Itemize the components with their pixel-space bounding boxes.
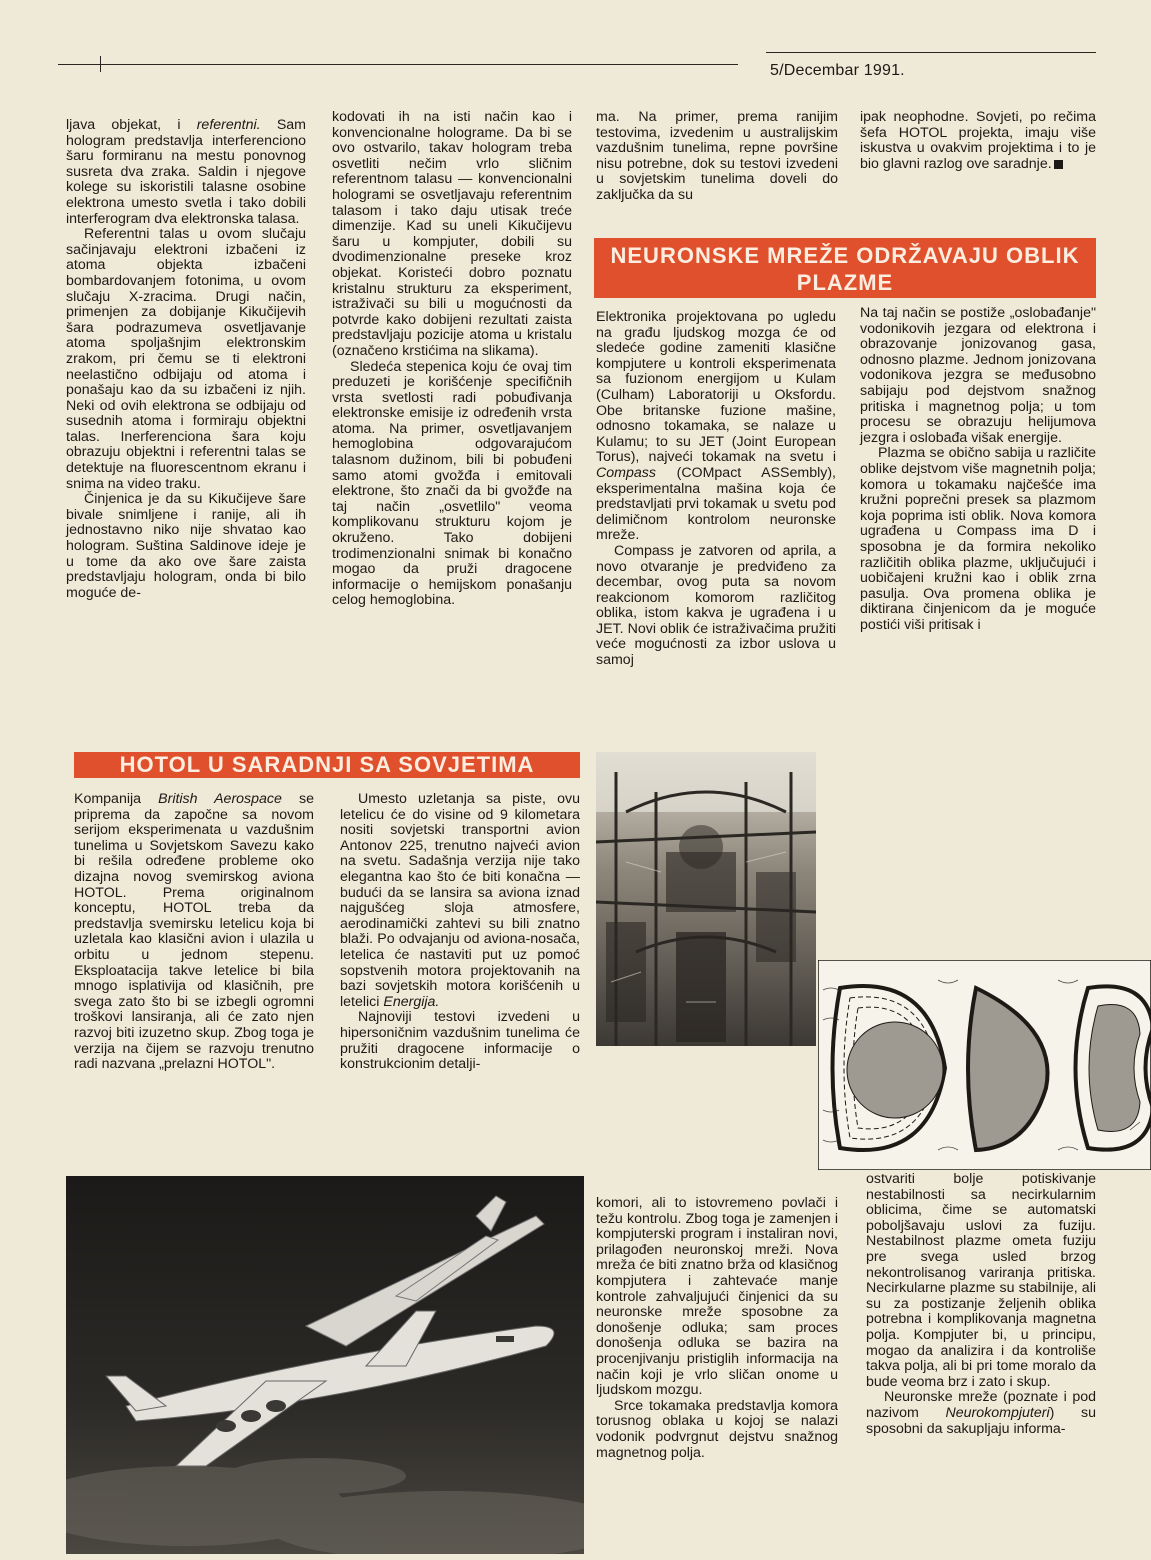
headline-hotol-text: HOTOL U SARADNJI SA SOVJETIMA — [119, 752, 535, 777]
end-mark — [1054, 160, 1063, 169]
column-1-top: ljava objekat, i referentni. Sam hologram predstavlja interferenciono šaru formiranu na mestu ponovnog susreta dva zraka. Saldin i njegove kolege su iskoristili talasne osobine elektrona umesto svetla i tako dobili interferogram dva elektronska talasa. Referentni talas u ovom slučaju sačinjavaju elektroni izbačeni iz atoma objekta izbačeni bombardovanjem fotonima, u ovom slučaju X-zracima. Drugi način, primenjen za dobijanje Kikučijevih šara podrazumeva osvetljavanje atoma spoljašnjim elektronskim zrakom, pri čemu se ti elektroni neelastično odbijaju od atoma i ponašaju kao da su izbačeni iz njih. Neki od ovih elektrona se odbijaju od susednih atoma i formiraju objektni talas. Inerferenciona šara koju obrazuju objektni i referentni talas se detektuje na fluorescentnom ekranu i snima na video traku. Činjenica je da su Kikučijeve šare bivale snimljene i ranije, ali ih jednostavno niko nije shvatao kao hologram. Suština Saldinove ideje je u tome da ako ove šare zaista predstavljaju hologram, onda bi bilo moguće de- — [66, 117, 306, 601]
column-3-top: ma. Na primer, prema ranijim testovima, izvedenim u australijskim vazdušnim tunelima, repne površine nisu potrebne, dok su testovi izvedeni u sovjetskim tunelima doveli do zaključka da su — [596, 109, 838, 203]
header-rule-left — [58, 64, 738, 65]
neuro-column-3: komori, ali to istovremeno povlači i težu kontrolu. Zbog toga je zamenjen i kompjuterski program i instaliran novi, prilagođen neuronskoj mreži. Nova mreža će biti znatno brža od klasičnog kompjutera i zahtevaće manje kontrole zahvaljujući činjenici da su neuronske mreže sposobne za donošenje odluka; sam proces donošenja odluka se bazira na procenjivanju pristiglih informacija na način koji je vrlo sličan onome u ljudskom mozgu. Srce tokamaka predstavlja komora torusnog oblaka u kojoj se nalazi vodonik podvrgnut dejstvu snažnog magnetnog polja. — [596, 1195, 838, 1461]
plasma-shapes-diagram — [818, 960, 1151, 1170]
hotol-column-2: Umesto uzletanja sa piste, ovu letelicu će do visine od 9 kilometara nositi sovjetski transportni avion Antonov 225, trenutno najveći avion na svetu. Sadašnja verzija nije tako elegantna kao što će biti konačna — budući da se lansira sa aviona iznad najgušćeg sloja atmosfere, aerodinamički zahtevi su bili znatno blaži. Po odvajanju od aviona-nosača, letelica će nastaviti put uz pomoć sopstvenih motora projektovanih na bazi sovjetskih motora korišćenih u letelici Energija. Najnoviji testovi izvedeni u hipersoničnim vazdušnim tunelima će pružiti dragocene informacije o konstrukcionim detalji- — [340, 791, 580, 1073]
antonov-hotol-photo — [66, 1176, 584, 1554]
headline-neuro-text: NEURONSKE MREŽE ODRŽAVAJU OBLIK PLAZME — [610, 243, 1080, 295]
neuro-column-1: Elektronika projektovana po ugledu na građu ljudskog mozga će od sledeće godine zameniti klasične kompjutere u kontroli eksperimenata sa fuzionom energijom u Kulam (Culham) Laboratoriji u Oksfordu. Obe britanske fuzione mašine, odnosno tokamaka, se nalaze u Kulamu; to su JET (Joint European Torus), najveći tokamak na svetu i Compass (COMpact ASSembly), eksperimentalna mašina koja će predstavljati prvi tokamak u svetu pod delimičnom kontrolom neuronske mreže. Compass je zatvoren od aprila, a novo otvaranje je predviđeno za decembar, ovog puta sa novom reakcionom komorom različitog oblika, istom kakva je ugrađena i u JET. Novi oblik će istraživačima pružiti veće mogućnosti za izbor uslova u samoj — [596, 309, 836, 669]
neuro-column-4: ostvariti bolje potiskivanje nestabilnosti sa necirkularnim oblicima, čime se automatski poboljšavaju uslovi za fuziju. Nestabilnost plazme ometa fuziju pre svega usled brzog nekontrolisanog variranja pritiska. Necirkularne plazme su stabilnije, ali su za postizanje željenih oblika potrebna i komplikovanja magnetna polja. Kompjuter bi, u principu, mogao da analizira i da kontroliše takva polja, ali bi pri tome moralo da bude veoma brz i zato i skup. Neuronske mreže (poznate i pod nazivom Neurokompjuteri) su sposobni da sakupljaju informa- — [866, 1171, 1096, 1437]
headline-hotol — [74, 752, 580, 778]
header-rule-right — [766, 52, 1096, 53]
tokamak-reactor-photo — [596, 752, 816, 1046]
column-4-top: ipak neophodne. Sovjeti, po rečima šefa HOTOL projekta, imaju više iskustva u ovakvim projektima i to je bio glavni razlog ove saradnje. — [860, 109, 1096, 172]
neuro-column-2: Na taj način se postiže „oslobađanje" vodonikovih jezgara od elektrona i obrazovanje jonizovanog gasa, odnosno plazme. Jednom jonizovana vodonikova jezgra se međusobno sabijaju pod dejstvom snažnog pritiska i magnetnog polja; u tom procesu se obrazuju helijumova jezgra i oslobađa višak energije. Plazma se obično sabija u različite oblike dejstvom više magnetnih polja; komora u tokamaku najčešće ima kružni poprečni presek sa plazmom koja poprima isti oblik. Nova komora ugrađena u Compass ima D i sposobna je da formira nekoliko različitih oblika plazme, uključujući i uobičajeni kružni kao i oblik zrna pasulja. Ova promena oblika je diktirana činjenicom da je moguće postići viši pritisak i — [860, 305, 1096, 633]
page-date: 5/Decembar 1991. — [770, 62, 905, 79]
headline-neuronske-mreze — [594, 238, 1096, 298]
column-2-top: kodovati ih na isti način kao i konvencionalne holograme. Da bi se ovo ostvarilo, takav hologram treba osvetliti nečim vrlo sličnim referentnom talasu — konvencionalni hologrami se osvetljavaju referentnim talasom i tako daju utisak treće dimenzije. Kad su uneli Kikučijevu šaru u kompjuter, dobili su dvodimenzionalne preseke kroz objekat. Koristeći dobro poznatu kristalnu strukturu za eksperiment, istraživači su bili u mogućnosti da potvrde kako dobijeni rezultati zaista predstavljaju pozicije atoma u kristalu (označeno krstićima na slikama). Sledeća stepenica koju će ovaj tim preduzeti je korišćenje specifičnih vrsta svetlosti radi pobuđivanja elektronske emisije iz određenih vrsta atoma. Na primer, osvetljavanjem hemoglobina odgovarajućom talasnom dužinom, bili bi pobuđeni samo atomi gvožđa i emitovali elektrone, što znači da bi gvožđe na taj način „osvetlilo" veoma komplikovanu strukturu kojom je okruženo. Tako dobijeni trodimenzionalni snimak bi konačno mogao da pruži dragocene informacije o hemijskom ponašanju celog hemoglobina. — [332, 109, 572, 609]
hotol-column-1: Kompanija British Aerospace se priprema da započne sa novom serijom eksperimenata u vazdušnim tunelima u Sovjetskom Savezu kako bi rešila određene probleme oko dizajna novog svemirskog aviona HOTOL. Prema originalnom konceptu, HOTOL treba da predstavlja svemirsku letelicu koja bi uzletala kao klasični avion i ulazila u orbitu u jednom stepenu. Eksploatacija takve letelice bi bila mnogo isplativija od klasičnih, pre svega zato što bi se izbegli ogromni troškovi lansiranja, ali će zato njen razvoj biti izuzetno skup. Zbog toga je verzija na čijem se razvoju trenutno radi nazvana „prelazni HOTOL". — [74, 791, 314, 1073]
header-tick — [100, 56, 101, 72]
